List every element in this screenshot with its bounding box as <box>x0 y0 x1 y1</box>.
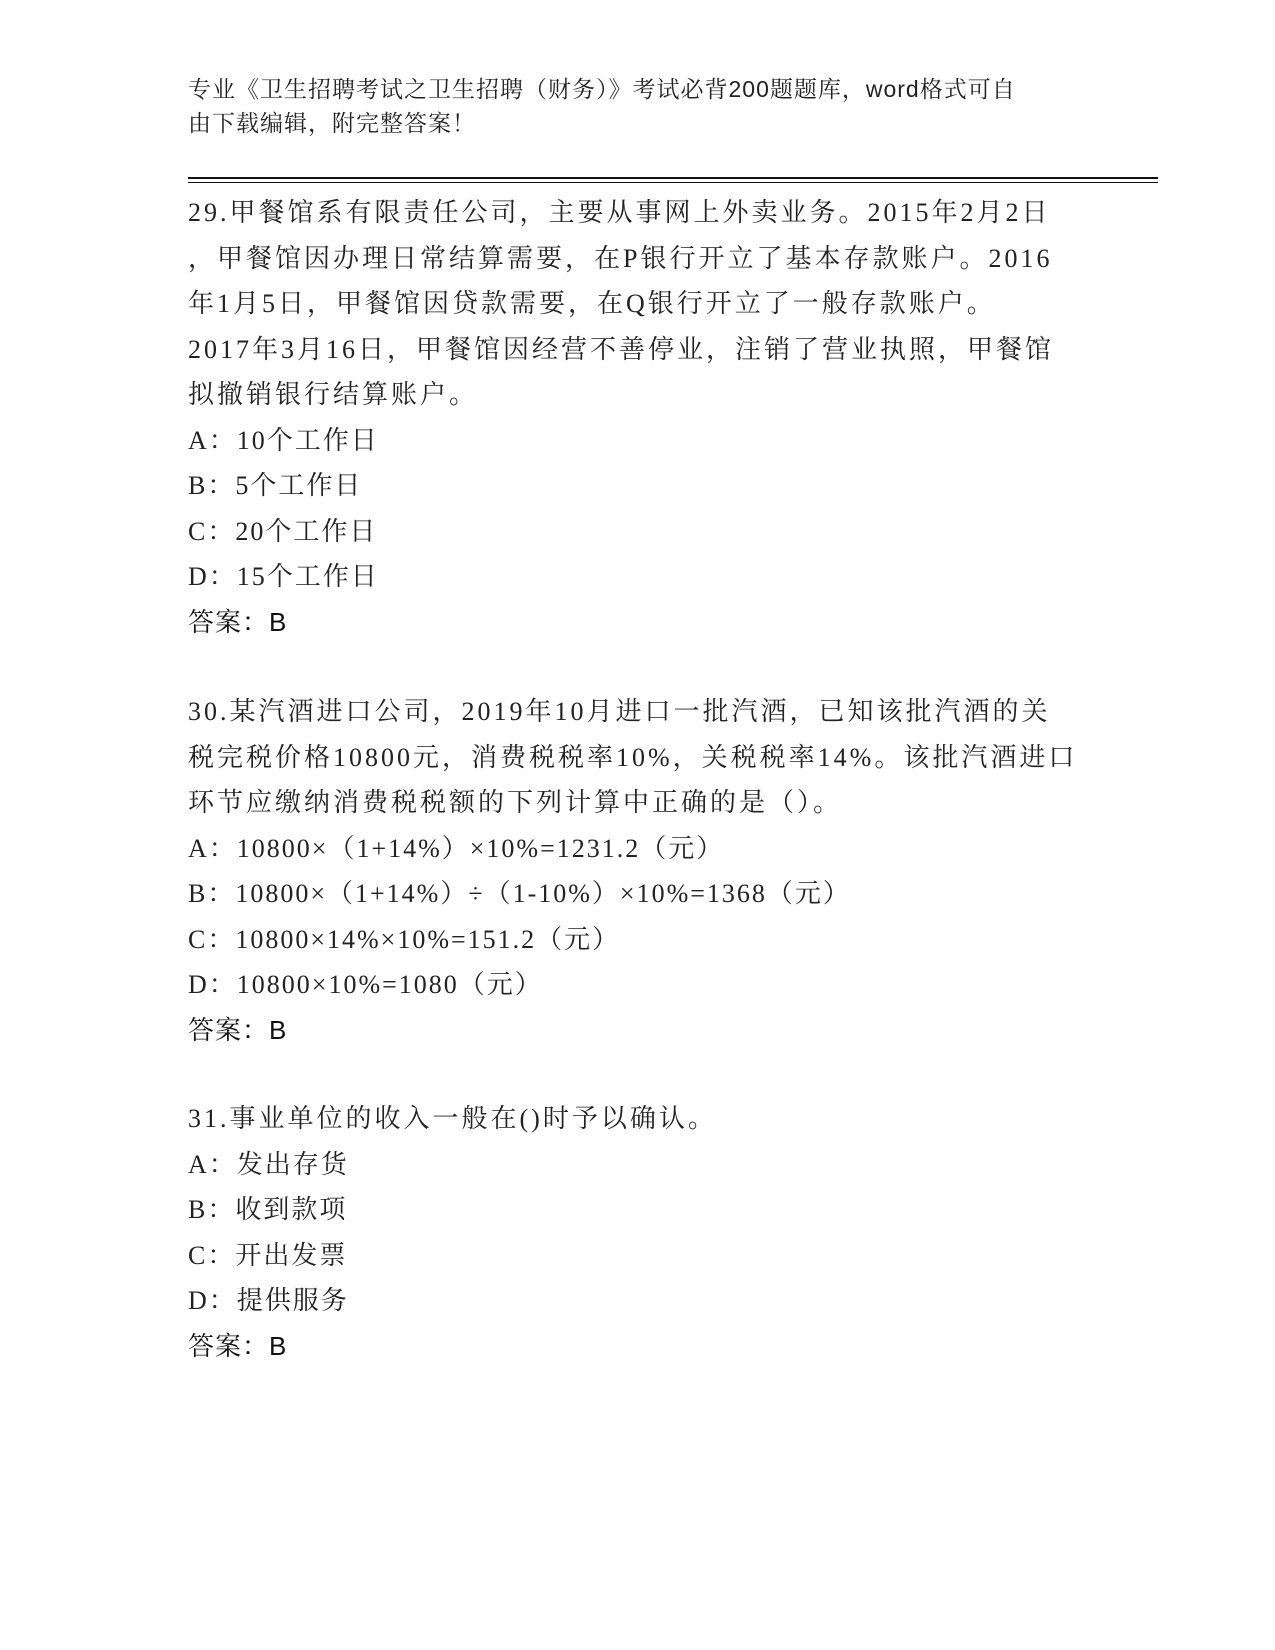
header-divider-thick <box>188 177 1158 179</box>
document-header <box>188 72 1068 140</box>
option-c: C：10800×14%×10%=151.2（元） <box>188 924 621 954</box>
option-a: A：10800×（1+14%）×10%=1231.2（元） <box>188 833 725 863</box>
option-c: C：开出发票 <box>188 1240 348 1270</box>
option-a: A：发出存货 <box>188 1149 349 1179</box>
option-d: D：15个工作日 <box>188 562 379 591</box>
option-b: B：10800×（1+14%）÷（1-10%）×10%=1368（元） <box>188 879 851 908</box>
answer-label: 答案：B <box>188 606 288 637</box>
header-line-2: 由下载编辑，附完整答案！ <box>188 110 476 136</box>
option-b: B：收到款项 <box>188 1195 348 1224</box>
question-30 <box>188 689 1088 1053</box>
question-31 <box>188 1096 1088 1369</box>
header-line-1: 专业《卫生招聘考试之卫生招聘（财务）》考试必背200题题库，word格式可自 <box>188 76 1016 102</box>
option-d: D：提供服务 <box>188 1286 349 1315</box>
question-29 <box>188 190 1088 645</box>
answer-label: 答案：B <box>188 1330 288 1361</box>
header-divider-thin <box>188 182 1158 183</box>
option-a: A：10个工作日 <box>188 425 379 455</box>
option-b: B：5个工作日 <box>188 471 363 500</box>
question-stem: 30.某汽酒进口公司，2019年10月进口一批汽酒，已知该批汽酒的关 税完税价格10800元，消费税税率10%，关税税率14%。该批汽酒进口 环节应缴纳消费税税额的下列计算中正确的是（）。 <box>188 697 1078 817</box>
option-c: C：20个工作日 <box>188 516 378 546</box>
option-d: D：10800×10%=1080（元） <box>188 970 543 999</box>
question-stem: 29.甲餐馆系有限责任公司，主要从事网上外卖业务。2015年2月2日 ，甲餐馆因办理日常结算需要，在P银行开立了基本存款账户。2016 年1月5日，甲餐馆因贷款需要，在Q银行开立了一般存款账户。 2017年3月16日，甲餐馆因经营不善停业，注销了营业执照，甲餐馆 拟撤销银行结算账户。 <box>188 198 1055 409</box>
question-stem: 31.事业单位的收入一般在()时予以确认。 <box>188 1104 717 1133</box>
answer-label: 答案：B <box>188 1014 288 1045</box>
